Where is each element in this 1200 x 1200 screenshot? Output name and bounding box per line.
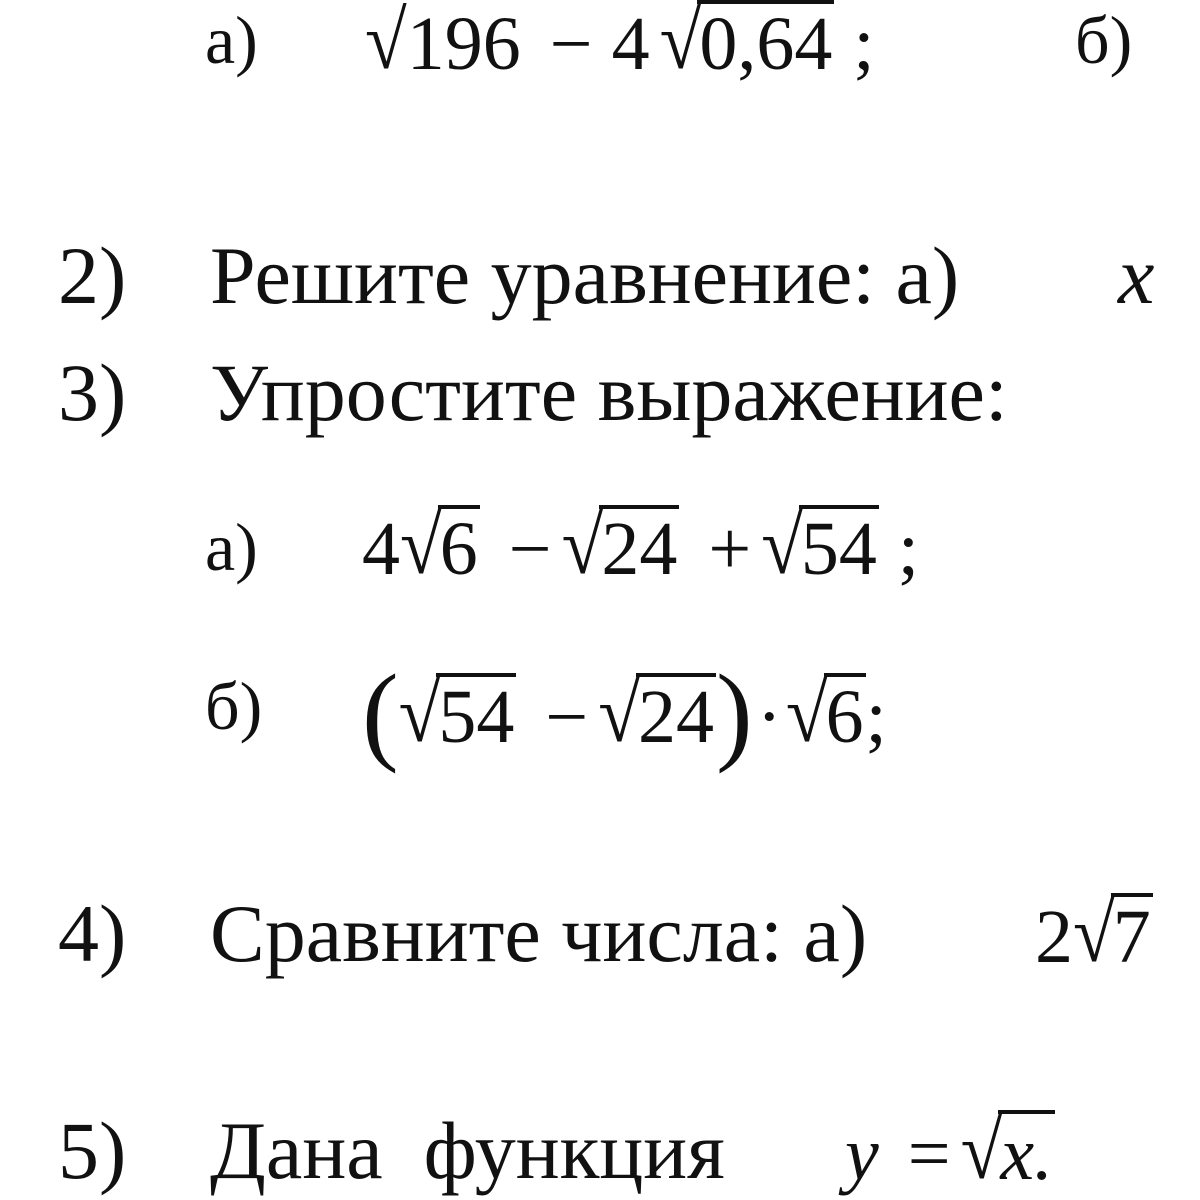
sqrt-icon: √ xyxy=(561,500,604,592)
sqrt-radical xyxy=(598,668,716,760)
sqrt-icon: √ xyxy=(365,0,407,87)
task2-number: 2) xyxy=(58,230,127,321)
radicand: 6 xyxy=(825,675,864,759)
radicand: 24 xyxy=(601,507,678,591)
coefficient: 2 xyxy=(1035,895,1073,979)
equals-sign: = xyxy=(907,1112,951,1196)
task3-b-label: б) xyxy=(205,668,263,744)
multiplication-dot: · xyxy=(756,675,782,759)
sqrt-radical xyxy=(659,0,835,87)
task3-text: Упростите выражение: xyxy=(210,347,1008,438)
sqrt-icon: √ xyxy=(659,0,702,87)
sqrt-icon: √ xyxy=(960,1105,1003,1197)
minus-sign: − xyxy=(545,675,589,759)
function-variable-y: y xyxy=(845,1112,879,1196)
sqrt-icon: √ xyxy=(400,500,442,592)
sqrt-radical xyxy=(398,668,517,760)
task3-a-label: а) xyxy=(205,509,258,585)
radicand: 54 xyxy=(438,675,515,759)
semicolon: ; xyxy=(853,2,875,86)
task5-number: 5) xyxy=(58,1105,127,1196)
task1-label-b: б) xyxy=(1075,2,1133,78)
minus-coefficient: − 4 xyxy=(549,2,650,86)
sqrt-radical xyxy=(400,500,480,592)
task3-b-expression xyxy=(362,650,887,774)
task2-variable: x xyxy=(1118,230,1155,321)
sqrt-radical xyxy=(960,1105,1055,1197)
sqrt-icon: √ xyxy=(761,500,803,592)
task3-number: 3) xyxy=(58,347,127,438)
coefficient: 4 xyxy=(362,507,400,591)
semicolon: ; xyxy=(865,675,887,759)
task1-label-a: а) xyxy=(205,2,258,78)
sqrt-radical xyxy=(1073,888,1153,980)
task3-a-expression xyxy=(362,500,920,592)
task4-expression xyxy=(1035,888,1153,980)
open-parenthesis: ( xyxy=(362,652,399,774)
radicand: x. xyxy=(1000,1112,1054,1196)
plus-sign: + xyxy=(708,507,752,591)
sqrt-radical xyxy=(761,500,879,592)
sqrt-icon: √ xyxy=(398,668,441,760)
close-parenthesis: ) xyxy=(715,652,753,774)
task5-formula xyxy=(845,1105,1055,1197)
radicand: 7 xyxy=(1112,895,1151,979)
sqrt-icon: √ xyxy=(598,668,640,760)
radicand: 6 xyxy=(439,507,478,591)
sqrt-radical xyxy=(785,668,866,760)
minus-sign: − xyxy=(508,507,552,591)
semicolon: ; xyxy=(897,507,920,591)
radicand: 196 xyxy=(406,2,521,86)
sqrt-radical xyxy=(561,500,680,592)
task5-text: Дана функция xyxy=(210,1105,725,1196)
task1-expression-a xyxy=(365,0,875,87)
task2-text: Решите уравнение: а) xyxy=(210,230,960,321)
sqrt-radical xyxy=(365,0,521,87)
task4-text: Сравните числа: а) xyxy=(210,888,868,979)
task4-number: 4) xyxy=(58,888,127,979)
radicand: 0,64 xyxy=(699,2,833,86)
radicand: 54 xyxy=(800,507,877,591)
sqrt-icon: √ xyxy=(1073,888,1115,980)
sqrt-icon: √ xyxy=(785,668,828,760)
radicand: 24 xyxy=(637,675,714,759)
